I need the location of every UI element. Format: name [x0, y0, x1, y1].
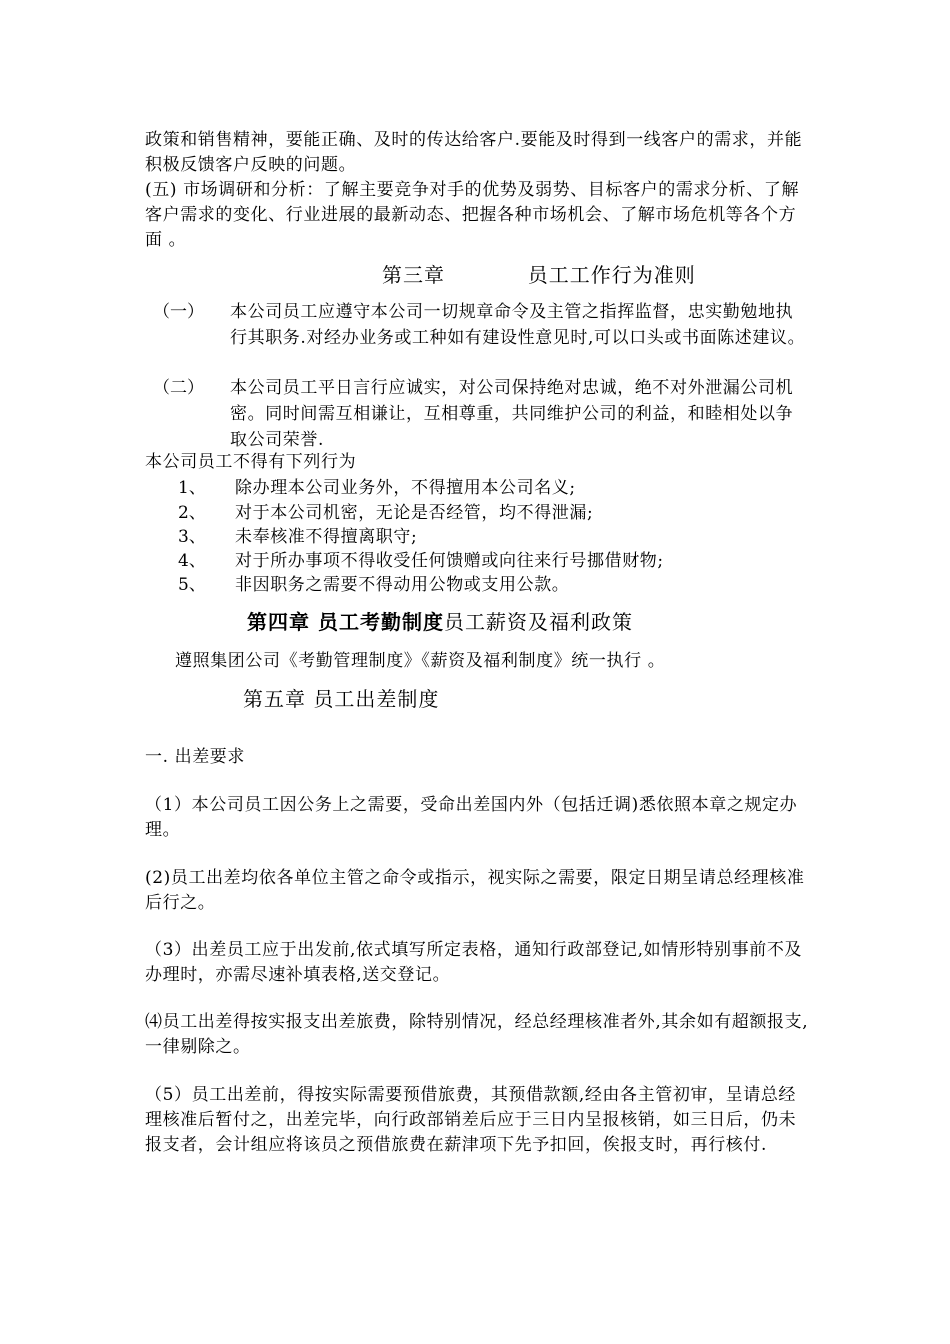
- list-intro: 本公司员工不得有下列行为: [145, 452, 357, 472]
- chapter3-item-1: [145, 299, 810, 377]
- list-text: 未奉核准不得擅离职守;: [235, 527, 418, 547]
- chapter4-title-tail: 员工薪资及福利政策: [443, 610, 633, 634]
- chapter5-paragraph: （5）员工出差前，得按实际需要预借旅费，其预借款额,经由各主管初审，呈请总经理核准后暂付之，出差完毕，向行政部销差后应于三日内呈报核销，如三日后，仍未报支者，会计组应将该员之预借旅费在薪津项下先予扣回，俟报支时，再行核付.: [145, 1085, 797, 1155]
- list-item: [145, 524, 810, 550]
- list-item: [145, 548, 810, 574]
- chapter3-heading: [382, 261, 696, 289]
- list-item: [145, 572, 810, 598]
- chapter5-paragraph: （1）本公司员工因公务上之需要，受命出差国内外（包括迁调)悉依照本章之规定办理。: [145, 795, 798, 840]
- item-number: （二）: [153, 378, 204, 398]
- chapter3-subtitle: 员工工作行为准则: [527, 263, 696, 287]
- list-text: 对于本公司机密，无论是否经管，均不得泄漏;: [235, 503, 594, 523]
- chapter4-title: 第四章 员工考勤制度: [247, 610, 444, 634]
- list-number: 2、: [178, 503, 206, 523]
- chapter4-heading: [247, 608, 633, 636]
- section-heading: 一. 出差要求: [145, 747, 246, 767]
- item-text: 本公司员工平日言行应诚实，对公司保持绝对忠诚，绝不对外泄漏公司机密。同时间需互相谦让，互相尊重，共同维护公司的利益，和睦相处以争取公司荣誉.: [230, 378, 794, 450]
- list-number: 4、: [178, 551, 206, 571]
- chapter3-title: 第三章: [382, 263, 445, 287]
- chapter4-body: 遵照集团公司《考勤管理制度》《薪资及福利制度》统一执行 。: [175, 651, 666, 671]
- chapter5-paragraph: （3）出差员工应于出发前,依式填写所定表格，通知行政部登记,如情形特别事前不及办理时，亦需尽速补填表格,送交登记。: [145, 940, 803, 985]
- chapter5-heading: 第五章 员工出差制度: [243, 687, 440, 711]
- intro-paragraph-2: (五) 市场调研和分析：了解主要竞争对手的优势及弱势、目标客户的需求分析、了解客户需求的变化、行业进展的最新动态、把握各种市场机会、了解市场危机等各个方面 。: [145, 180, 800, 250]
- list-item: [145, 500, 810, 526]
- list-text: 对于所办事项不得收受任何馈赠或向往来行号挪借财物;: [235, 551, 664, 571]
- list-text: 除办理本公司业务外，不得擅用本公司名义;: [235, 478, 576, 498]
- item-number: （一）: [153, 302, 204, 322]
- list-number: 1、: [178, 478, 206, 498]
- chapter5-paragraph: (2)员工出差均依各单位主管之命令或指示，视实际之需要，限定日期呈请总经理核准后行之。: [145, 868, 805, 913]
- chapter5-paragraph: ⑷员工出差得按实报支出差旅费，除特别情况，经总经理核准者外,其余如有超额报支,一律剔除之。: [145, 1012, 809, 1057]
- list-item: [145, 475, 810, 501]
- chapter3-item-2: [145, 375, 810, 453]
- list-text: 非因职务之需要不得动用公物或支用公款。: [235, 575, 570, 595]
- intro-paragraph-1: 政策和销售精神，要能正确、及时的传达给客户.要能及时得到一线客户的需求，并能积极反馈客户反映的问题。: [145, 130, 803, 175]
- list-number: 5、: [178, 575, 206, 595]
- list-number: 3、: [178, 527, 206, 547]
- item-text: 本公司员工应遵守本公司一切规章命令及主管之指挥监督，忠实勤勉地执行其职务.对经办业务或工种如有建设性意见时,可以口头或书面陈述建议。: [230, 302, 806, 348]
